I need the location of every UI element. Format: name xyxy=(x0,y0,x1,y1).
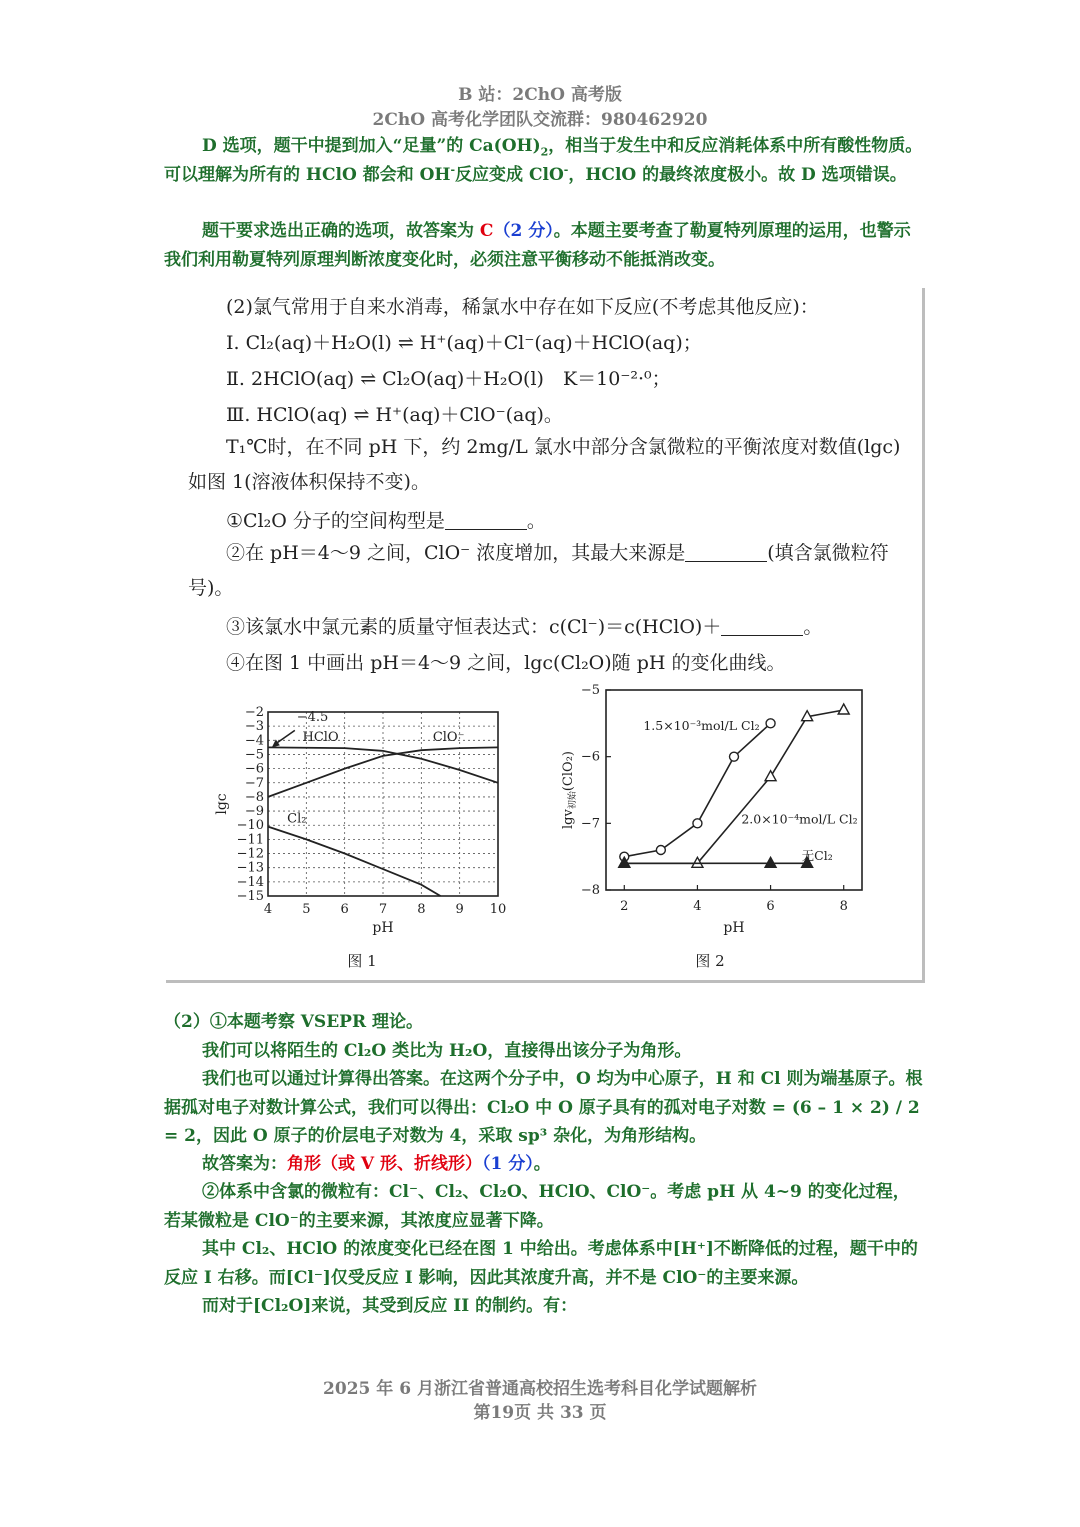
y-tick-label: −14 xyxy=(236,874,264,890)
analysis-p2: 我们可以将陌生的 Cl₂O 类比为 H₂O，直接得出该分子为角形。 xyxy=(202,1041,692,1061)
x-axis-label: pH xyxy=(723,920,745,936)
y-tick-label: −5 xyxy=(244,747,264,763)
x-axis-label: pH xyxy=(372,920,394,936)
analysis-p6: 其中 Cl₂、HClO 的浓度变化已经在图 1 中给出。考虑体系中[H⁺]不断降低的过程，题干中的反应 I 右移。而[Cl⁻]仅受反应 I 影响，因此其浓度升高，并不是 ClO⁻的主要来源。 xyxy=(164,1239,918,1288)
x-tick-label: 6 xyxy=(340,902,349,917)
reaction-1: Ⅰ. Cl₂(aq)＋H₂O(l) ⇌ H⁺(aq)＋Cl⁻(aq)＋HClO(aq)； xyxy=(226,332,702,354)
answer-score-2: （1 分） xyxy=(482,1154,534,1174)
y-tick-label: −4 xyxy=(244,733,264,749)
footer-line-1: 2025 年 6 月浙江省普通高校招生选考科目化学试题解析 xyxy=(323,1379,757,1399)
data-point-triangle xyxy=(765,857,776,867)
y-tick-label: −7 xyxy=(580,816,600,832)
x-tick-label: 6 xyxy=(766,899,775,914)
figure-2 xyxy=(546,682,876,978)
x-tick-label: 4 xyxy=(693,899,702,914)
analysis-p4: 故答案为：角形（或 V 形、折线形）（1 分）。 xyxy=(202,1154,551,1174)
analysis-p7: 而对于[Cl₂O]来说，其受到反应 II 的制约。有： xyxy=(202,1296,578,1316)
question-1: ①Cl₂O 分子的空间构型是 。 xyxy=(226,510,546,532)
question-box xyxy=(166,288,925,983)
y-tick-label: −8 xyxy=(580,883,600,898)
y-tick-label: −7 xyxy=(244,775,264,791)
data-point-circle xyxy=(656,846,665,855)
y-axis-label: lgc xyxy=(214,793,230,815)
y-tick-label: −6 xyxy=(580,749,600,765)
x-tick-label: 4 xyxy=(263,902,273,917)
series-label: HClO xyxy=(302,730,339,746)
question-3: ③该氯水中氯元素的质量守恒表达式：c(Cl⁻)＝c(HClO)＋ 。 xyxy=(226,616,823,638)
x-tick-label: 8 xyxy=(839,899,848,914)
y-axis-label: lgv$_{初始}$(ClO₂) xyxy=(561,751,578,829)
question-2: ②在 pH＝4～9 之间，ClO⁻ 浓度增加，其最大来源是 (填含氯微粒符号)。 xyxy=(188,542,889,599)
series-line xyxy=(268,827,441,896)
data-point-circle xyxy=(730,752,739,761)
analysis-p5: ②体系中含氯的微粒有：Cl⁻、Cl₂、Cl₂O、HClO、ClO⁻。考虑 pH 从 4~9 的变化过程，若某微粒是 ClO⁻的主要来源，其浓度应显著下降。 xyxy=(164,1182,910,1231)
y-tick-label: −15 xyxy=(236,889,264,904)
y-tick-label: −9 xyxy=(244,804,264,820)
reaction-2: Ⅱ. 2HClO(aq) ⇌ Cl₂O(aq)＋H₂O(l) K＝10⁻²·⁰； xyxy=(226,368,671,390)
answer-blank-2 xyxy=(685,543,767,562)
series-label: ClO⁻ xyxy=(432,730,465,746)
answer-blank-1 xyxy=(445,511,527,530)
y-tick-label: −3 xyxy=(244,719,264,735)
data-point-triangle xyxy=(838,704,849,714)
x-tick-label: 5 xyxy=(302,902,311,917)
data-point-circle xyxy=(693,819,702,828)
y-tick-label: −2 xyxy=(244,705,264,720)
figure-2-caption: 图 2 xyxy=(695,952,725,970)
x-tick-label: 8 xyxy=(417,902,426,917)
x-tick-label: 2 xyxy=(620,899,629,914)
series-line xyxy=(624,723,770,856)
y-tick-label: −10 xyxy=(236,818,264,834)
analysis-p1: （2）①本题考察 VSEPR 理论。 xyxy=(164,1012,424,1032)
footer-line-2: 第19页 共 33 页 xyxy=(473,1403,607,1423)
question-4: ④在图 1 中画出 pH＝4～9 之间，lgc(Cl₂O)随 pH 的变化曲线。 xyxy=(226,652,786,674)
y-tick-label: −6 xyxy=(244,761,264,777)
question-condition: T₁℃时，在不同 pH 下，约 2mg/L 氯水中部分含氯微粒的平衡浓度对数值(lgc)如图 1(溶液体积保持不变)。 xyxy=(188,436,901,493)
x-tick-label: 9 xyxy=(455,902,464,917)
figure-1-caption: 图 1 xyxy=(347,952,377,970)
question-intro: (2)氯气常用于自来水消毒，稀氯水中存在如下反应(不考虑其他反应)： xyxy=(226,296,819,318)
header-line-1: B 站：2ChO 高考版 xyxy=(458,85,622,105)
answer-shape: 角形（或 V 形、折线形） xyxy=(287,1154,483,1174)
data-point-circle xyxy=(766,719,775,728)
analysis-answer: 题干要求选出正确的选项，故答案为 C（2 分）。本题主要考查了勒夏特列原理的运用，也警示我们利用勒夏特列原理判断浓度变化时，必须注意平衡移动不能抵消改变。 xyxy=(164,221,911,270)
y-tick-label: −5 xyxy=(580,683,600,698)
y-tick-label: −12 xyxy=(236,846,264,862)
analysis-d-option: D 选项，题干中提到加入“足量”的 $Ca(OH)_2$，相当于发生中和反应消耗体系中所有酸性物质。可以理解为所有的 HClO 都会和 OH-反应变成 ClO-，HClO 的最终浓度极小。故 D 选项错误。 xyxy=(164,136,923,185)
analysis-p3: 我们也可以通过计算得出答案。在这两个分子中，O 均为中心原子，H 和 Cl 则为端基原子。根据孤对电子对数计算公式，我们可以得出：Cl₂O 中 O 原子具有的孤对电子对数 = (6 – 1 × 2) / 2 = 2，因此 O 原子的价层电子对数为 4，采取 sp³ 杂化，为角形结构。 xyxy=(164,1069,923,1146)
header-line-2: 2ChO 高考化学团队交流群：980462920 xyxy=(372,110,708,130)
answer-score: （2 分） xyxy=(493,221,554,241)
series-label: Cl₂ xyxy=(287,811,307,827)
figure-1 xyxy=(206,696,526,978)
x-tick-label: 10 xyxy=(489,902,507,917)
reaction-3: Ⅲ. HClO(aq) ⇌ H⁺(aq)＋ClO⁻(aq)。 xyxy=(226,404,563,426)
series-label: 1.5×10⁻³mol/L Cl₂ xyxy=(643,718,760,733)
answer-blank-3 xyxy=(721,617,803,636)
x-tick-label: 7 xyxy=(378,902,388,917)
y-tick-label: −11 xyxy=(236,832,264,848)
series-label: 2.0×10⁻⁴mol/L Cl₂ xyxy=(741,811,858,827)
annotation-arrow xyxy=(275,730,295,744)
answer-letter: C xyxy=(479,221,494,241)
annotation-label: −4.5 xyxy=(296,710,329,726)
y-tick-label: −13 xyxy=(236,860,264,876)
series-label: 无Cl₂ xyxy=(801,848,833,863)
data-point-triangle xyxy=(765,771,776,781)
y-tick-label: −8 xyxy=(244,789,264,805)
